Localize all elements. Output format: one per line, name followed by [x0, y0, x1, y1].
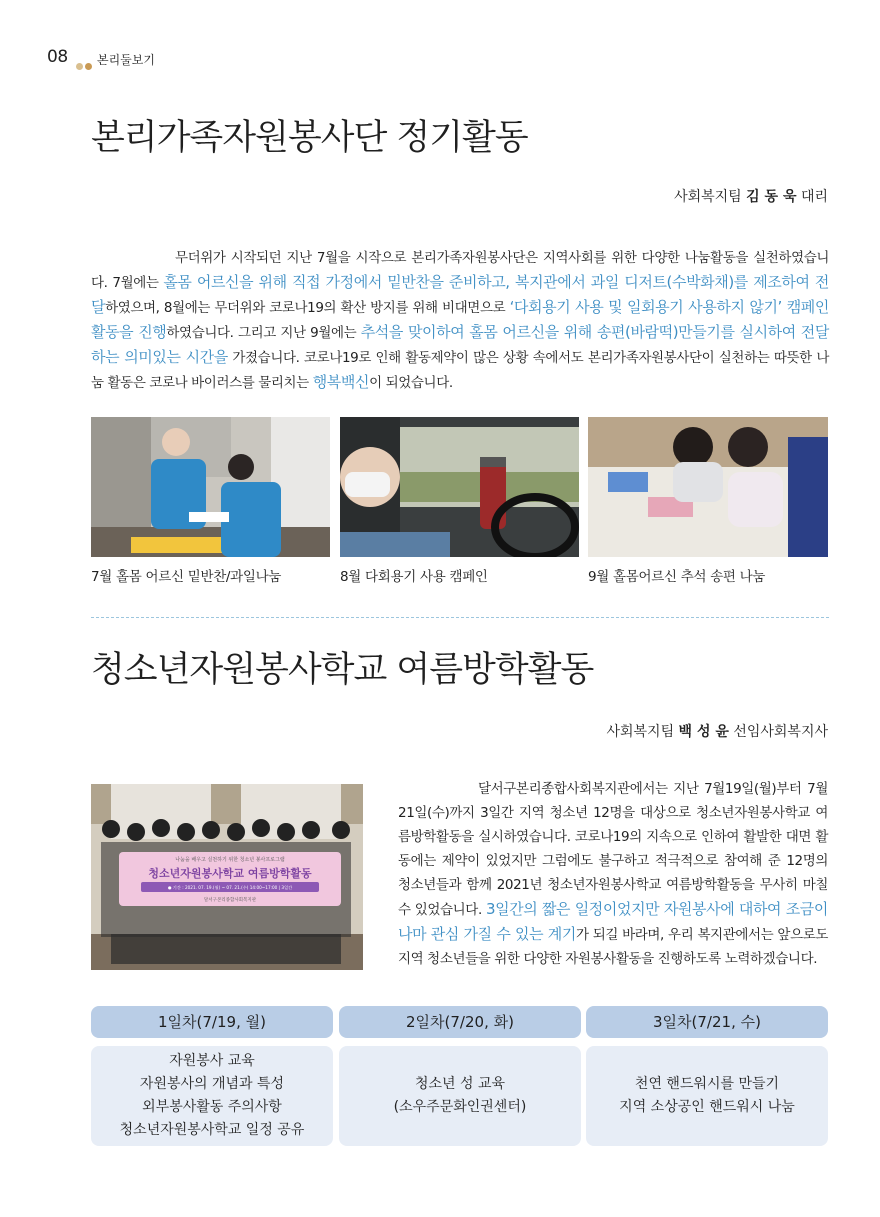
highlight-text: 홀몸 어르신을 위해 직접 가정에서 밑반찬을 준비하고, 복지관에서 과일 디저트(수박화채)를 제조하여 전달 — [91, 273, 829, 316]
article2-body — [398, 777, 828, 971]
schedule-item: 청소년자원봉사학교 일정 공유 — [119, 1122, 305, 1138]
schedule-day-1-body — [91, 1046, 333, 1146]
schedule-item: 지역 소상공인 핸드워시 나눔 — [619, 1099, 795, 1115]
body-text: 무더위가 시작되던 지난 7월을 시작으로 본리가족자원봉사단은 지역사회를 위한 다양한 나눔활동을 실천하였습니다. 7월에는 — [91, 250, 829, 291]
article2-author — [606, 721, 828, 741]
highlight-text: ‘다회용기 사용 및 일회용기 사용하지 않기’ 캠페인 활동을 진행 — [91, 298, 829, 341]
schedule-day-3-body — [586, 1046, 828, 1146]
photo-youth-group — [91, 784, 363, 970]
photo-september — [588, 417, 828, 557]
highlight-text: 추석을 맞이하여 홀몸 어르신을 위해 송편(바람떡)만들기를 실시하여 전달하는 의미있는 시간을 — [91, 323, 829, 366]
schedule-item: 청소년 성 교육 — [414, 1076, 506, 1092]
schedule-item: 외부봉사활동 주의사항 — [142, 1099, 282, 1115]
author-rank: 대리 — [800, 189, 828, 205]
banner-title: 청소년자원봉사학교 여름방학활동 — [148, 867, 312, 880]
highlight-text: 행복백신 — [312, 373, 370, 391]
article2-title: 청소년자원봉사학교 여름방학활동 — [91, 650, 594, 690]
dot-2 — [85, 63, 92, 70]
photo-july — [91, 417, 330, 557]
body-text: 하였습니다. 그리고 지난 9월에는 — [166, 325, 361, 341]
body-text: 이 되었습니다. — [369, 375, 453, 391]
banner-top-line: 나눔을 배우고 실천하기 위한 청소년 봉사프로그램 — [175, 857, 285, 863]
section-divider — [91, 617, 829, 618]
dot-1 — [76, 63, 83, 70]
photo-caption: 7월 홀몸 어르신 밑반찬/과일나눔 — [91, 569, 282, 585]
banner-org: 달서구본리종합사회복지관 — [203, 898, 257, 903]
section-dots — [76, 55, 94, 74]
schedule-day-1-header: 1일차(7/19, 월) — [91, 1006, 333, 1038]
banner-date-line: ● 기간 : 2021. 07. 19.(월) ~ 07. 21.(수) 14:00~17:00 | 3일간 — [167, 885, 293, 890]
page-number: 08 — [47, 47, 68, 67]
author-team: 사회복지팀 — [674, 189, 742, 205]
body-text: 달서구본리종합사회복지관에서는 지난 7월19일(월)부터 7월21일(수)까지 3일간 지역 청소년 12명을 대상으로 청소년자원봉사학교 여름방학활동을 실시하였습니다. 코로나19의 지속으로 인하여 활발한 대면 활동에는 제약이 있었지만 그럼에도 불구하고 적극적으로 참여해 준 12명의 청소년들과 함께 2021년 청소년자원봉사학교 여름방학활동을 무사히 마칠 수 있었습니다. — [398, 781, 828, 918]
article1-body — [91, 246, 829, 395]
article1-title: 본리가족자원봉사단 정기활동 — [91, 118, 528, 158]
highlight-text: 3일간의 짧은 일정이었지만 자원봉사에 대하여 조금이나마 관심 가질 수 있는 계기 — [398, 900, 828, 943]
author-name: 김 동 욱 — [746, 189, 797, 205]
schedule-item: (소우주문화인권센터) — [393, 1099, 527, 1115]
schedule-day-2-body — [339, 1046, 581, 1146]
schedule-day-3-header: 3일차(7/21, 수) — [586, 1006, 828, 1038]
section-label: 본리둘보기 — [97, 53, 155, 67]
body-text: 가 되길 바라며, 우리 복지관에서는 앞으로도 지역 청소년들을 위한 다양한 자원봉사활동을 진행하도록 노력하겠습니다. — [398, 927, 828, 967]
author-rank: 선임사회복지사 — [733, 724, 828, 740]
photo-caption: 9월 홀몸어르신 추석 송편 나눔 — [588, 569, 766, 585]
author-name: 백 성 윤 — [678, 724, 729, 740]
schedule-item: 자원봉사 교육 — [169, 1053, 255, 1069]
schedule-day-2-header: 2일차(7/20, 화) — [339, 1006, 581, 1038]
article1-author — [674, 186, 828, 206]
body-text: 하였으며, 8월에는 무더위와 코로나19의 확산 방지를 위해 비대면으로 — [105, 300, 510, 316]
schedule-item: 천연 핸드워시를 만들기 — [634, 1076, 780, 1092]
author-team: 사회복지팀 — [606, 724, 675, 740]
body-text: 가졌습니다. 코로나19로 인해 활동제약이 많은 상황 속에서도 본리가족자원봉사단이 실천하는 따뜻한 나눔 활동은 코로나 바이러스를 물리치는 — [91, 350, 829, 391]
photo-caption: 8월 다회용기 사용 캠페인 — [340, 569, 488, 585]
schedule-item: 자원봉사의 개념과 특성 — [139, 1076, 285, 1092]
photo-august — [340, 417, 579, 557]
